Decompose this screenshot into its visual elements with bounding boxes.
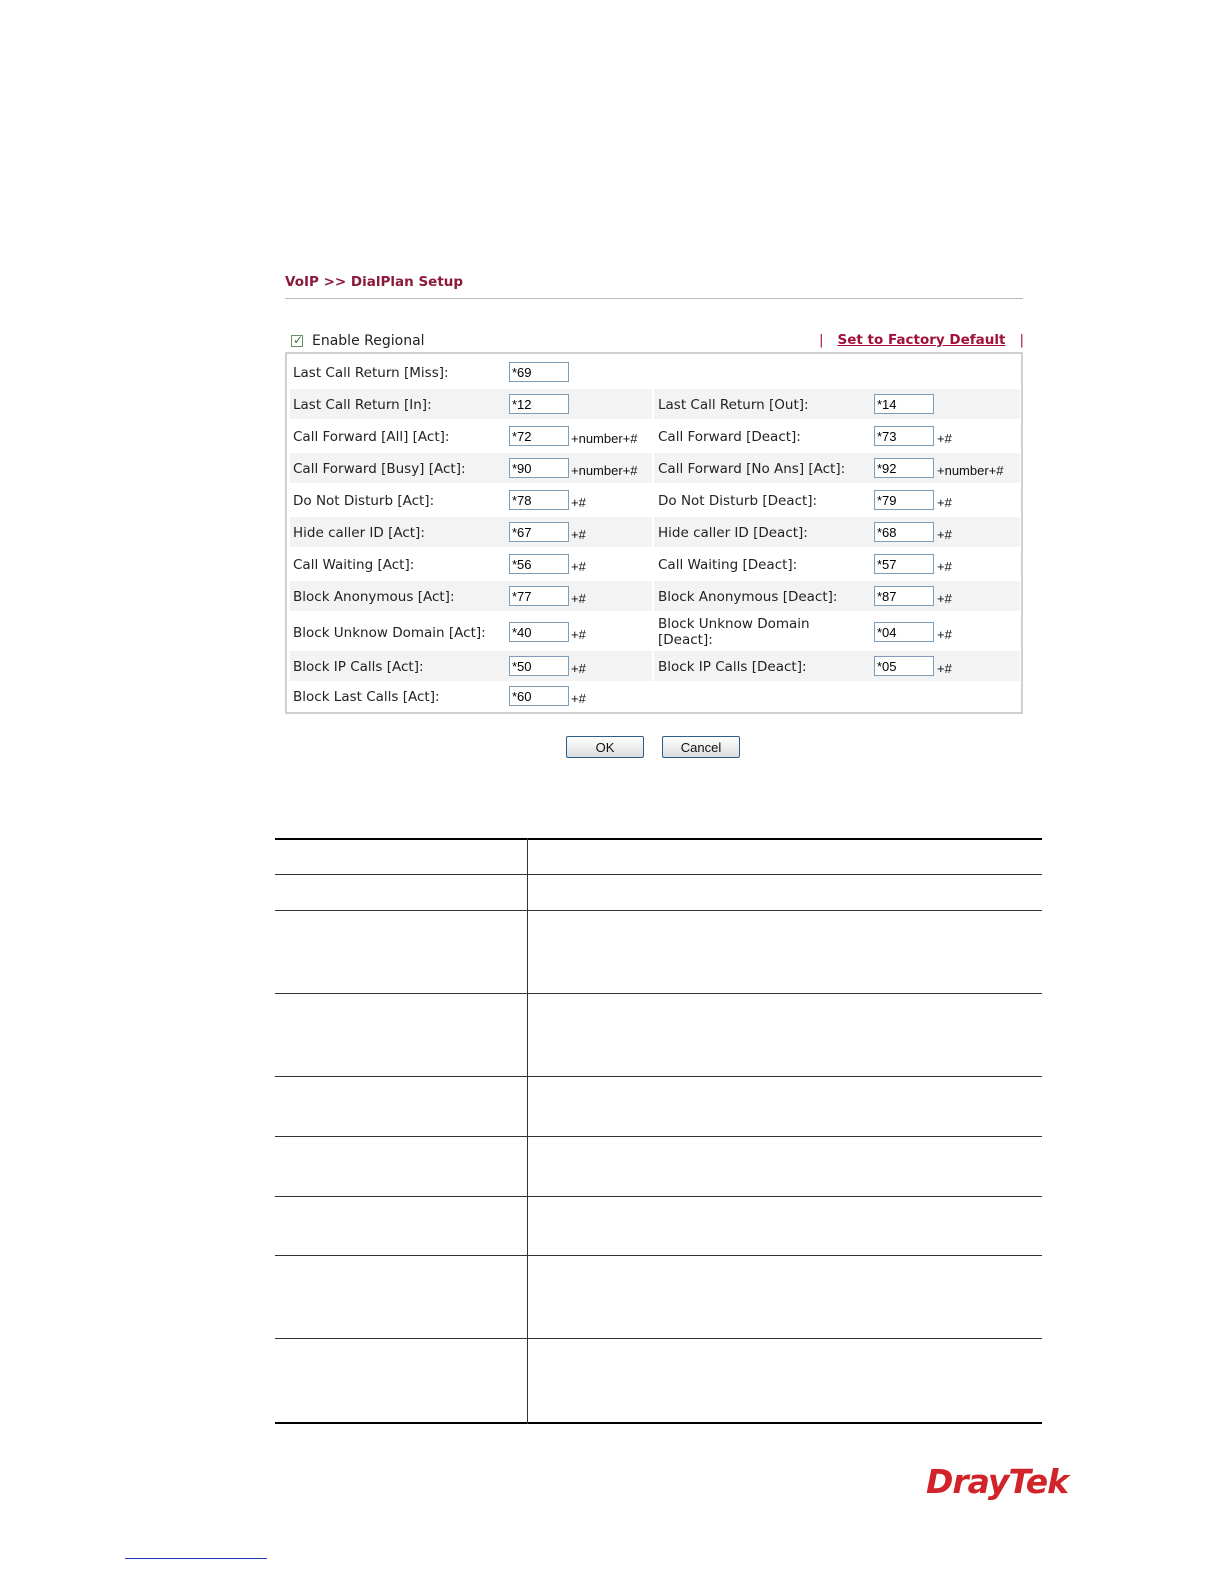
- table-column-divider: [527, 838, 528, 1424]
- block-last-calls-act-label: Block Last Calls [Act]:: [293, 689, 440, 705]
- call-forward-all-act-suffix: +number+#: [571, 431, 638, 446]
- call-forward-all-act-label: Call Forward [All] [Act]:: [293, 429, 450, 445]
- call-forward-busy-act-label: Call Forward [Busy] [Act]:: [293, 461, 466, 477]
- block-ip-calls-deact-input[interactable]: [874, 656, 934, 676]
- block-anonymous-act-input[interactable]: [509, 586, 569, 606]
- factory-default-links: [819, 330, 1024, 350]
- block-anonymous-deact-label: Block Anonymous [Deact]:: [658, 589, 838, 605]
- block-ip-calls-deact-label: Block IP Calls [Deact]:: [658, 659, 807, 675]
- call-forward-busy-act-suffix: +number+#: [571, 463, 638, 478]
- call-forward-deact-suffix: +#: [937, 431, 952, 446]
- enable-regional-label: Enable Regional: [312, 333, 425, 349]
- hide-caller-id-act-input[interactable]: [509, 522, 569, 542]
- separator: |: [818, 332, 824, 348]
- dialplan-row: [290, 389, 1020, 419]
- dialplan-row: [290, 517, 1020, 547]
- call-waiting-act-input[interactable]: [509, 554, 569, 574]
- call-waiting-deact-input[interactable]: [874, 554, 934, 574]
- block-anonymous-act-label: Block Anonymous [Act]:: [293, 589, 455, 605]
- table-rule: [275, 1338, 1042, 1339]
- last-call-return-miss-input[interactable]: [509, 362, 569, 382]
- block-ip-calls-act-input[interactable]: [509, 656, 569, 676]
- cancel-button[interactable]: Cancel: [662, 736, 740, 758]
- dialplan-row: [290, 421, 1020, 451]
- block-ip-calls-act-label: Block IP Calls [Act]:: [293, 659, 424, 675]
- block-anonymous-deact-input[interactable]: [874, 586, 934, 606]
- separator: |: [1019, 332, 1024, 348]
- draytek-logo: [926, 1462, 1068, 1501]
- dialplan-panel: [285, 352, 1023, 714]
- block-unknow-domain-deact-label-line2: [Deact]:: [658, 632, 713, 648]
- call-waiting-deact-suffix: +#: [937, 559, 952, 574]
- block-unknow-domain-act-input[interactable]: [509, 622, 569, 642]
- dialplan-row: [290, 683, 1020, 713]
- table-rule: [275, 1422, 1042, 1424]
- table-rule: [275, 993, 1042, 994]
- block-unknow-domain-deact-input[interactable]: [874, 622, 934, 642]
- block-anonymous-deact-suffix: +#: [937, 591, 952, 606]
- logo-text-tek: Tek: [1008, 1462, 1069, 1501]
- block-last-calls-act-suffix: +#: [571, 691, 586, 706]
- checkmark-icon: ✓: [293, 333, 304, 347]
- dialplan-row: [290, 581, 1020, 611]
- block-ip-calls-act-suffix: +#: [571, 661, 586, 676]
- breadcrumb: VoIP >> DialPlan Setup: [285, 274, 464, 290]
- table-rule: [275, 1136, 1042, 1137]
- dialplan-row: [290, 651, 1020, 681]
- hide-caller-id-deact-input[interactable]: [874, 522, 934, 542]
- table-rule: [275, 1076, 1042, 1077]
- block-anonymous-act-suffix: +#: [571, 591, 586, 606]
- hide-caller-id-deact-label: Hide caller ID [Deact]:: [658, 525, 808, 541]
- logo-text-dray: Dray: [926, 1462, 1009, 1501]
- dialplan-row: [290, 549, 1020, 579]
- block-unknow-domain-act-label: Block Unknow Domain [Act]:: [293, 625, 486, 641]
- do-not-disturb-deact-label: Do Not Disturb [Deact]:: [658, 493, 818, 509]
- last-call-return-in-label: Last Call Return [In]:: [293, 397, 432, 413]
- last-call-return-out-input[interactable]: [874, 394, 934, 414]
- do-not-disturb-act-input[interactable]: [509, 490, 569, 510]
- footer-link-rule: [125, 1558, 267, 1559]
- call-waiting-act-suffix: +#: [571, 559, 586, 574]
- dialplan-row: [290, 613, 1020, 651]
- enable-regional-row: [291, 331, 425, 351]
- call-forward-deact-label: Call Forward [Deact]:: [658, 429, 801, 445]
- block-last-calls-act-input[interactable]: [509, 686, 569, 706]
- hide-caller-id-act-label: Hide caller ID [Act]:: [293, 525, 425, 541]
- block-unknow-domain-deact-label: Block Unknow Domain: [658, 616, 810, 632]
- call-forward-deact-input[interactable]: [874, 426, 934, 446]
- call-waiting-deact-label: Call Waiting [Deact]:: [658, 557, 798, 573]
- call-forward-busy-act-input[interactable]: [509, 458, 569, 478]
- last-call-return-out-label: Last Call Return [Out]:: [658, 397, 809, 413]
- table-rule: [275, 874, 1042, 875]
- call-forward-all-act-input[interactable]: [509, 426, 569, 446]
- call-waiting-act-label: Call Waiting [Act]:: [293, 557, 415, 573]
- table-rule: [275, 1196, 1042, 1197]
- call-forward-no-ans-act-suffix: +number+#: [937, 463, 1004, 478]
- ok-button[interactable]: OK: [566, 736, 644, 758]
- set-factory-default-link[interactable]: Set to Factory Default: [837, 332, 1006, 348]
- last-call-return-miss-label: Last Call Return [Miss]:: [293, 365, 449, 381]
- hide-caller-id-act-suffix: +#: [571, 527, 586, 542]
- table-rule: [275, 1255, 1042, 1256]
- do-not-disturb-deact-suffix: +#: [937, 495, 952, 510]
- do-not-disturb-act-suffix: +#: [571, 495, 586, 510]
- call-forward-no-ans-act-input[interactable]: [874, 458, 934, 478]
- hide-caller-id-deact-suffix: +#: [937, 527, 952, 542]
- block-ip-calls-deact-suffix: +#: [937, 661, 952, 676]
- dialplan-row: [290, 453, 1020, 483]
- dialplan-row: [290, 485, 1020, 515]
- block-unknow-domain-act-suffix: +#: [571, 627, 586, 642]
- table-rule: [275, 910, 1042, 911]
- header-divider: [285, 298, 1023, 299]
- dialplan-row: [290, 357, 1020, 387]
- enable-regional-checkbox[interactable]: [291, 335, 303, 347]
- do-not-disturb-act-label: Do Not Disturb [Act]:: [293, 493, 435, 509]
- do-not-disturb-deact-input[interactable]: [874, 490, 934, 510]
- last-call-return-in-input[interactable]: [509, 394, 569, 414]
- block-unknow-domain-deact-suffix: +#: [937, 627, 952, 642]
- call-forward-no-ans-act-label: Call Forward [No Ans] [Act]:: [658, 461, 846, 477]
- description-table: [275, 838, 1042, 1424]
- table-rule: [275, 838, 1042, 840]
